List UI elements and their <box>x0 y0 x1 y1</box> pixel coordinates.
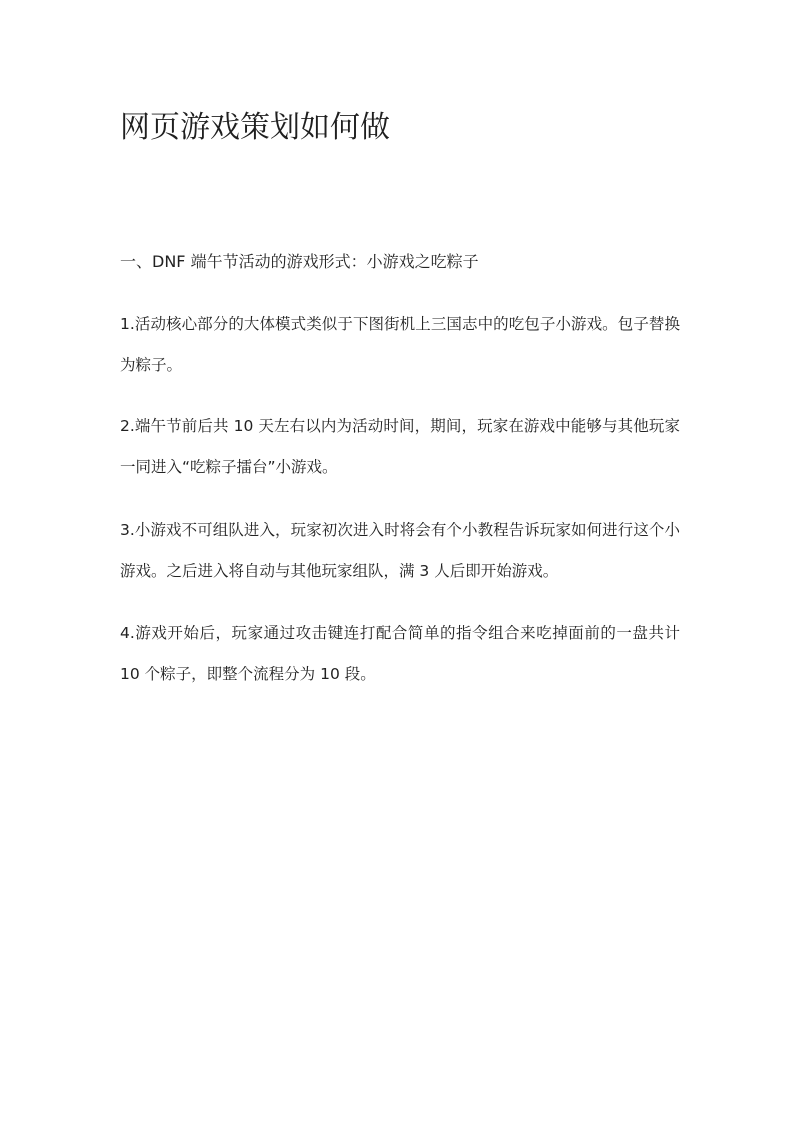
paragraph-4: 4.游戏开始后，玩家通过攻击键连打配合简单的指令组合来吃掉面前的一盘共计 10 个粽子，即整个流程分为 10 段。 <box>120 624 680 683</box>
paragraph-3: 3.小游戏不可组队进入，玩家初次进入时将会有个小教程告诉玩家如何进行这个小游戏。之后进入将自动与其他玩家组队，满 3 人后即开始游戏。 <box>120 521 680 580</box>
paragraph-1: 1.活动核心部分的大体模式类似于下图街机上三国志中的吃包子小游戏。包子替换为粽子。 <box>120 315 680 374</box>
section-heading: 一、DNF 端午节活动的游戏形式：小游戏之吃粽子 <box>120 252 479 271</box>
document-title: 网页游戏策划如何做 <box>120 110 390 145</box>
paragraph-2: 2.端午节前后共 10 天左右以内为活动时间，期间，玩家在游戏中能够与其他玩家一同进入“吃粽子擂台”小游戏。 <box>120 417 680 476</box>
